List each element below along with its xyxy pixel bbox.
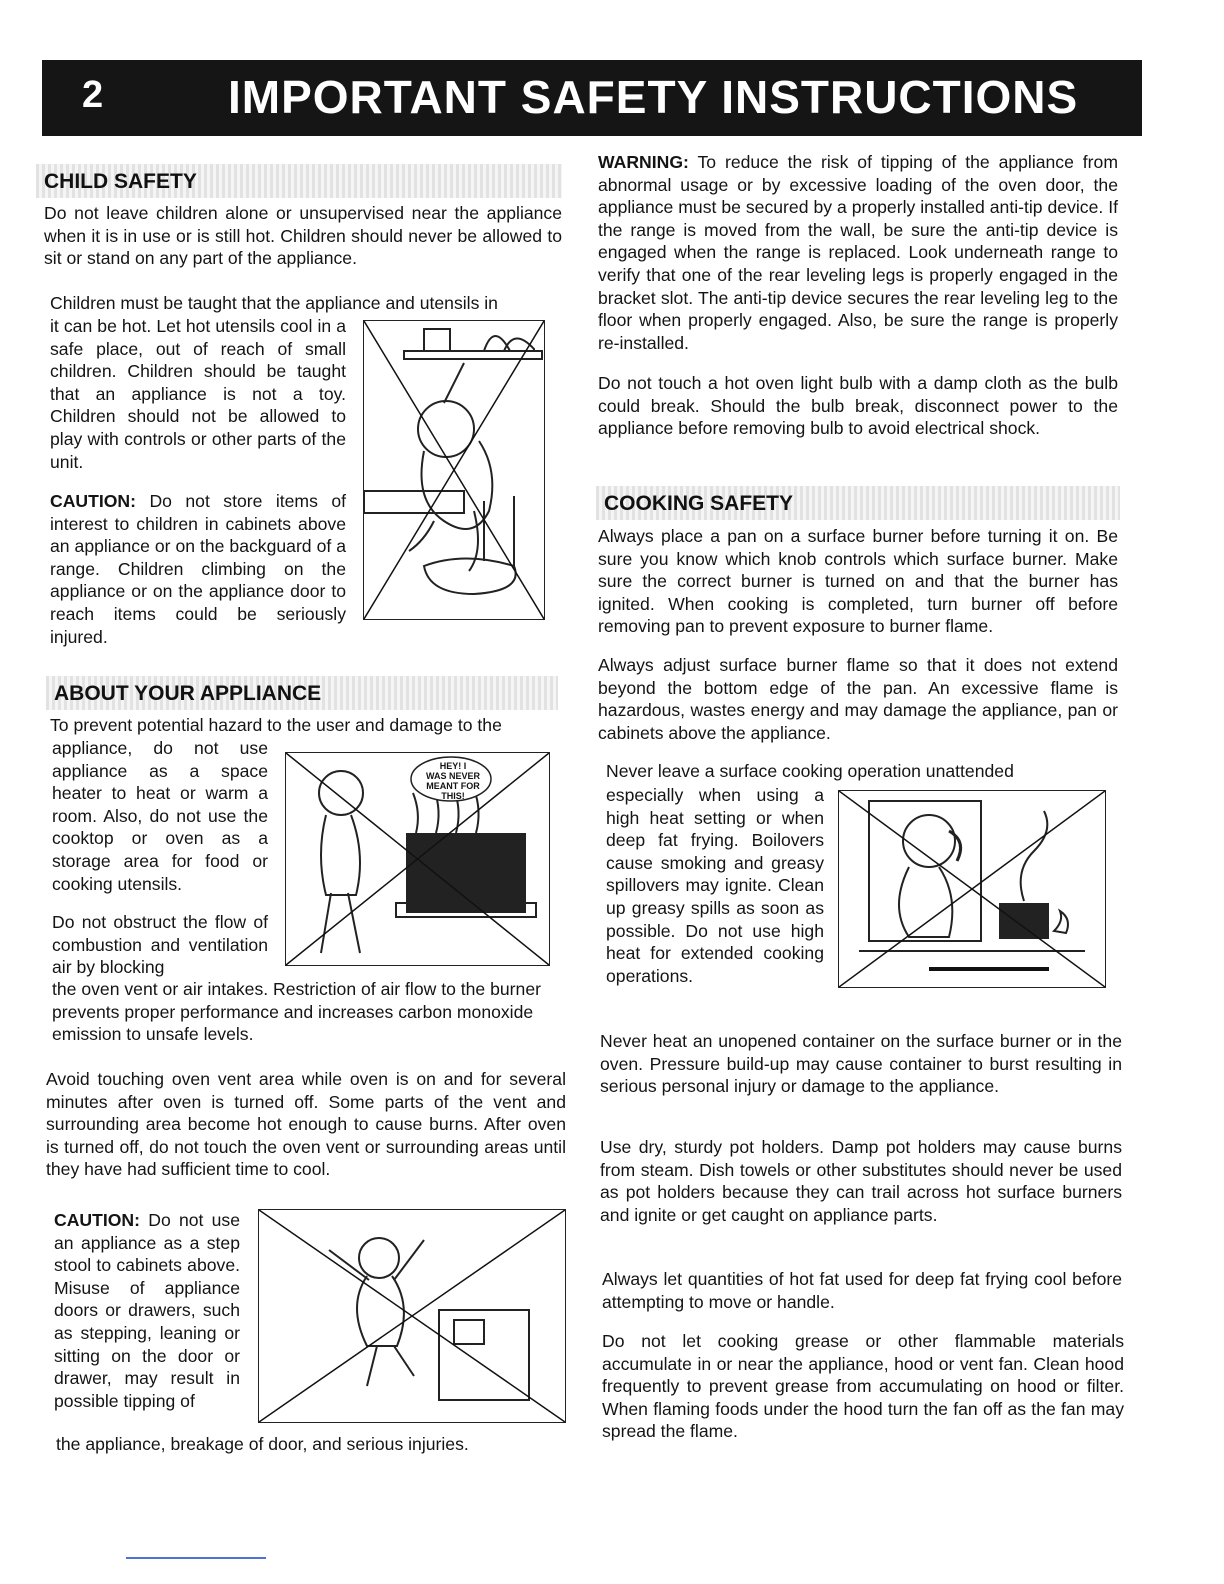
about-appliance-paragraph-3: Avoid touching oven vent area while oven is on and for several minutes after oven is turned off. Some parts of the vent and surrounding area become hot enough to cause burns. After oven is turned off, do not touch the oven vent or surrounding areas until they have had sufficient time to cool. (46, 1069, 566, 1180)
cooking-safety-paragraph-1: Always place a pan on a surface burner before turning it on. Be sure you know which knob controls which surface burner. Make sure the correct burner is turned on and that the burner has ignited. When cooking is completed, turn burner off before removing pan to prevent exposure to burner flame. (598, 526, 1118, 637)
child-safety-caution (50, 490, 346, 648)
warning-text: To reduce the risk of tipping of the appliance from abnormal usage or by excessive loading of the oven door, the appliance must be secured by a properly installed anti-tip device. If the range is moved from the wall, be sure the anti-tip device is engaged when the range is replaced. Look underneath range to verify that one of the rear leveling legs is properly engaged in the bracket slot. The anti-tip device secures the rear leveling leg to the floor when properly engaged. Also, be sure the range is properly re-installed. (598, 152, 1118, 353)
cooking-safety-paragraph-5: Use dry, sturdy pot holders. Damp pot holders may cause burns from steam. Dish towels or other substitutes should never be used as pot holders because they can trail across hot surface burners and ignite or get caught on appliance parts. (600, 1137, 1122, 1225)
about-appliance-paragraph-1: appliance, do not use appliance as a space heater to heat or warm a room. Also, do not use the cooktop or oven as a storage area for food or cooking utensils. (52, 738, 268, 894)
cartoon-speech-bubble (421, 761, 485, 801)
step-stool-illustration (258, 1209, 566, 1423)
child-safety-heading: CHILD SAFETY (36, 164, 562, 198)
page-number: 2 (82, 74, 104, 116)
about-appliance-paragraph-2-rest: the oven vent or air intakes. Restriction of air flow to the burner prevents proper performance and increases carbon monoxide emission to unsafe levels. (52, 979, 541, 1045)
child-safety-paragraph-2: it can be hot. Let hot utensils cool in a safe place, out of reach of small children. Children should be taught that an appliance is not a toy. Children should not be allowed to play with controls or other parts of the unit. (50, 316, 346, 472)
space-heater-illustration (285, 752, 550, 966)
caution-label: CAUTION: (54, 1210, 141, 1230)
about-appliance-caution-rest: the appliance, breakage of door, and serious injuries. (56, 1434, 469, 1454)
title-banner (42, 60, 1142, 136)
about-appliance-paragraph-2: Do not obstruct the flow of combustion and ventilation air by blocking (52, 912, 268, 978)
unattended-cooking-illustration (838, 790, 1106, 988)
bubble-line: HEY! I (439, 761, 467, 771)
child-climbing-illustration (363, 320, 545, 620)
cooking-safety-paragraph-4: Never heat an unopened container on the surface burner or in the oven. Pressure build-up may cause container to burst resulting in serious personal injury or damage to the appliance. (600, 1031, 1122, 1097)
page-title: IMPORTANT SAFETY INSTRUCTIONS (228, 71, 1079, 123)
bubble-line: MEANT FOR (426, 781, 480, 791)
cooking-safety-paragraph-6: Always let quantities of hot fat used for deep fat frying cool before attempting to move or handle. (602, 1269, 1122, 1312)
child-safety-paragraph-1: Do not leave children alone or unsupervised near the appliance when it is in use or is still hot. Children should never be allowed to sit or stand on any part of the appliance. (44, 203, 562, 269)
cooking-safety-paragraph-7: Do not let cooking grease or other flammable materials accumulate in or near the appliance, hood or vent fan. Clean hood frequently to prevent grease from accumulating on hood or filter. When flaming foods under the hood turn the fan off as the fan may spread the flame. (602, 1331, 1124, 1442)
light-bulb-paragraph: Do not touch a hot oven light bulb with a damp cloth as the bulb could break. Should the bulb break, disconnect power to the appliance before removing bulb to avoid electrical shock. (598, 373, 1118, 439)
about-appliance-heading: ABOUT YOUR APPLIANCE (46, 676, 558, 710)
bubble-line: THIS! (441, 791, 465, 801)
warning-paragraph (598, 151, 1118, 354)
footer-rule (126, 1557, 266, 1559)
cooking-safety-paragraph-3-lead: Never leave a surface cooking operation unattended (606, 761, 1014, 781)
caution-text: Do not use an appliance as a step stool to cabinets above. Misuse of appliance doors or drawers, such as stepping, leaning or sitting on the door or drawer, may result in possible tipping of (54, 1210, 241, 1411)
caution-text: Do not store items of interest to children in cabinets above an appliance or on the backguard of a range. Children climbing on the appliance or on the appliance door to reach items could be seriously injured. (50, 491, 347, 647)
caution-label: CAUTION: (50, 491, 137, 511)
about-appliance-paragraph-1-lead: To prevent potential hazard to the user and damage to the (50, 715, 502, 735)
cooking-safety-paragraph-3: especially when using a high heat setting or when deep fat frying. Boilovers cause smoking and greasy spillovers may ignite. Clean up greasy spills as soon as possible. Do not use high heat for extended cooking operations. (606, 785, 824, 986)
bubble-line: WAS NEVER (425, 771, 480, 781)
warning-label: WARNING: (598, 152, 689, 172)
cooking-safety-heading: COOKING SAFETY (596, 486, 1120, 520)
child-safety-paragraph-2-lead: Children must be taught that the appliance and utensils in (50, 293, 498, 313)
about-appliance-caution (54, 1209, 240, 1412)
cooking-safety-paragraph-2: Always adjust surface burner flame so that it does not extend beyond the bottom edge of the pan. An excessive flame is hazardous, wastes energy and may damage the appliance, pan or cabinets above the appliance. (598, 655, 1118, 743)
